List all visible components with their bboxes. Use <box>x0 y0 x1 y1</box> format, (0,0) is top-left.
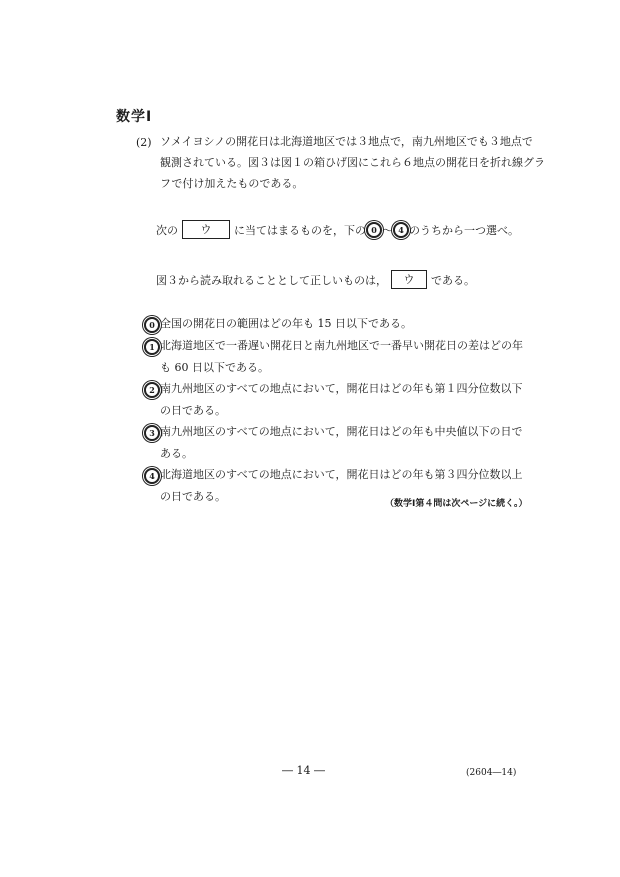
option-symbol-icon: 0 <box>144 317 160 333</box>
option-2[interactable] <box>144 378 524 422</box>
option-symbol-icon: 2 <box>144 382 160 398</box>
page-number: ― 14 ― <box>282 764 325 777</box>
continuation-note: （数学Ⅰ第４問は次ページに続く。） <box>385 499 528 509</box>
instruction <box>156 220 519 239</box>
option-line: 南九州地区のすべての地点において，開花日はどの年も第１四分位数以下 <box>160 382 523 395</box>
option-line: 南九州地区のすべての地点において，開花日はどの年も中央値以下の日で <box>160 425 523 438</box>
statement-prefix: 図３から読み取れることとして正しいものは， <box>156 273 387 287</box>
range-separator: ～ <box>382 223 393 237</box>
option-3[interactable] <box>144 421 524 465</box>
option-1[interactable] <box>144 335 524 379</box>
option-line: 北海道地区のすべての地点において，開花日はどの年も第３四分位数以上 <box>160 468 523 481</box>
option-line: も 60 日以下である。 <box>160 361 269 374</box>
question-line: 観測されている。図３は図１の箱ひげ図にこれら６地点の開花日を折れ線グラ <box>160 156 545 169</box>
statement <box>156 270 475 289</box>
option-line: 北海道地区で一番遅い開花日と南九州地区で一番早い開花日の差はどの年 <box>160 339 523 352</box>
answer-box-u: ウ <box>391 270 427 289</box>
exam-code: (2604―14) <box>466 768 517 778</box>
answer-box-u: ウ <box>182 220 230 239</box>
option-line: 全国の開花日の範囲はどの年も 15 日以下である。 <box>160 317 412 330</box>
question-text <box>160 131 545 194</box>
option-symbol-icon: 1 <box>144 339 160 355</box>
instruction-mid: に当てはまるものを，下の <box>234 223 366 237</box>
option-symbol-icon: 4 <box>144 468 160 484</box>
subject-title: 数学Ⅰ <box>116 109 153 125</box>
option-symbol-icon: 0 <box>366 222 382 238</box>
statement-suffix: である。 <box>431 273 475 287</box>
option-0[interactable] <box>144 313 524 335</box>
instruction-prefix: 次の <box>156 223 178 237</box>
option-symbol-icon: 3 <box>144 425 160 441</box>
option-line: の日である。 <box>160 490 226 503</box>
option-symbol-icon: 4 <box>393 222 409 238</box>
instruction-suffix: のうちから一つ選べ。 <box>409 223 519 237</box>
option-line: ある。 <box>160 447 193 460</box>
option-line: の日である。 <box>160 404 226 417</box>
question-line: フで付け加えたものである。 <box>160 177 304 190</box>
question-line: ソメイヨシノの開花日は北海道地区では３地点で，南九州地区でも３地点で <box>160 135 533 148</box>
question-number: (2) <box>136 136 152 149</box>
